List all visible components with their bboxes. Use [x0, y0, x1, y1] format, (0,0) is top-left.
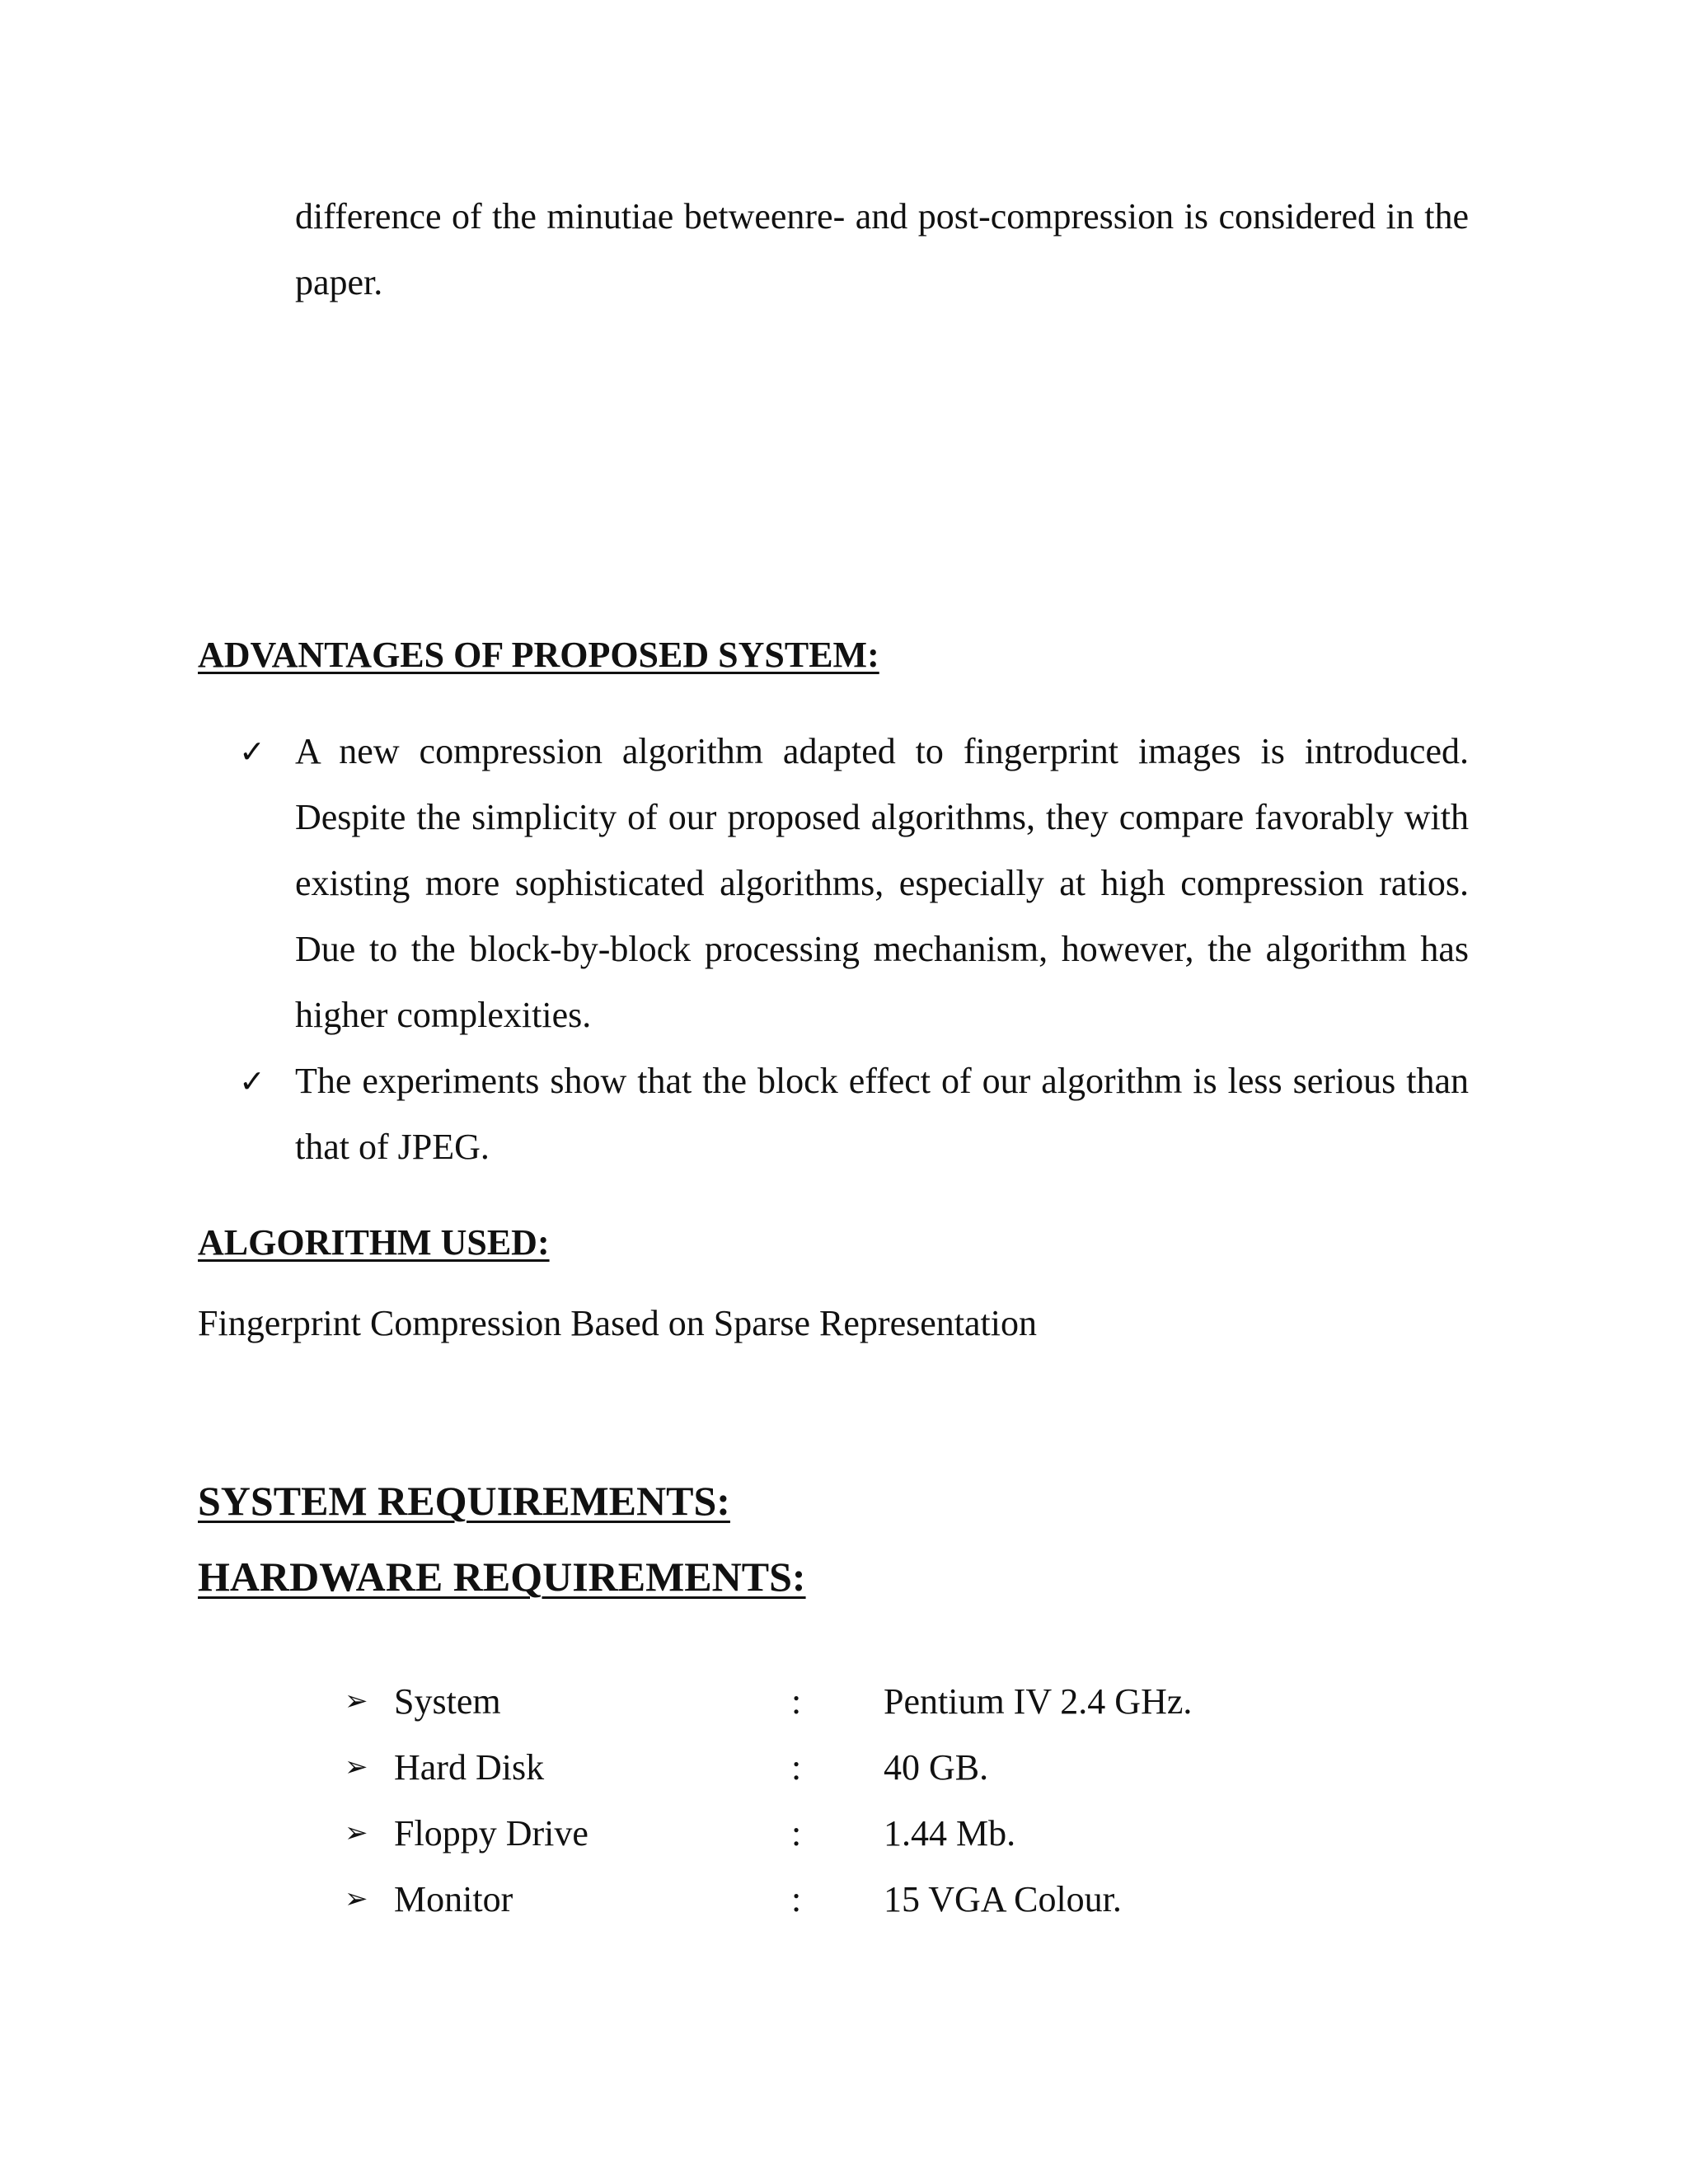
separator: :	[791, 1812, 802, 1854]
hardware-requirements-table	[345, 1668, 1296, 1932]
requirement-value: Pentium IV 2.4 GHz.	[884, 1680, 1193, 1722]
advantage-item	[239, 719, 1469, 1048]
requirement-label: Monitor	[394, 1878, 513, 1919]
requirement-value: 40 GB.	[884, 1746, 989, 1788]
advantages-heading: ADVANTAGES OF PROPOSED SYSTEM:	[198, 635, 879, 675]
advantage-text: A new compression algorithm adapted to fingerprint images is introduced. Despite the simplicity of our proposed algorithms, they compare favorably with existing more sophisticated algorithms, especially at high compression ratios. Due to the block-by-block processing mechanism, however, the algorithm has higher complexities.	[295, 731, 1469, 1035]
advantages-list	[239, 719, 1469, 1180]
table-row	[345, 1668, 1296, 1734]
advantage-item	[239, 1048, 1469, 1180]
checkmark-icon: ✓	[239, 733, 265, 770]
separator: :	[791, 1878, 802, 1919]
table-row	[345, 1734, 1296, 1800]
arrow-bullet-icon: ➢	[345, 1816, 368, 1849]
arrow-bullet-icon: ➢	[345, 1882, 368, 1915]
checkmark-icon: ✓	[239, 1063, 265, 1099]
arrow-bullet-icon: ➢	[345, 1685, 368, 1718]
separator: :	[791, 1746, 802, 1788]
requirement-label: Floppy Drive	[394, 1812, 588, 1854]
requirement-label: Hard Disk	[394, 1746, 545, 1788]
arrow-bullet-icon: ➢	[345, 1750, 368, 1783]
separator: :	[791, 1680, 802, 1722]
algorithm-heading: ALGORITHM USED:	[198, 1222, 550, 1263]
continuation-paragraph: difference of the minutiae betweenre- and post-compression is considered in the paper.	[295, 196, 1469, 302]
system-requirements-heading: SYSTEM REQUIREMENTS:	[198, 1478, 730, 1524]
advantage-text: The experiments show that the block effect of our algorithm is less serious than that of JPEG.	[295, 1061, 1469, 1167]
requirement-value: 1.44 Mb.	[884, 1812, 1016, 1854]
table-row	[345, 1800, 1296, 1866]
requirement-value: 15 VGA Colour.	[884, 1878, 1122, 1919]
requirement-label: System	[394, 1680, 501, 1722]
algorithm-text: Fingerprint Compression Based on Sparse Representation	[198, 1303, 1037, 1343]
table-row	[345, 1866, 1296, 1932]
hardware-requirements-heading: HARDWARE REQUIREMENTS:	[198, 1554, 806, 1600]
